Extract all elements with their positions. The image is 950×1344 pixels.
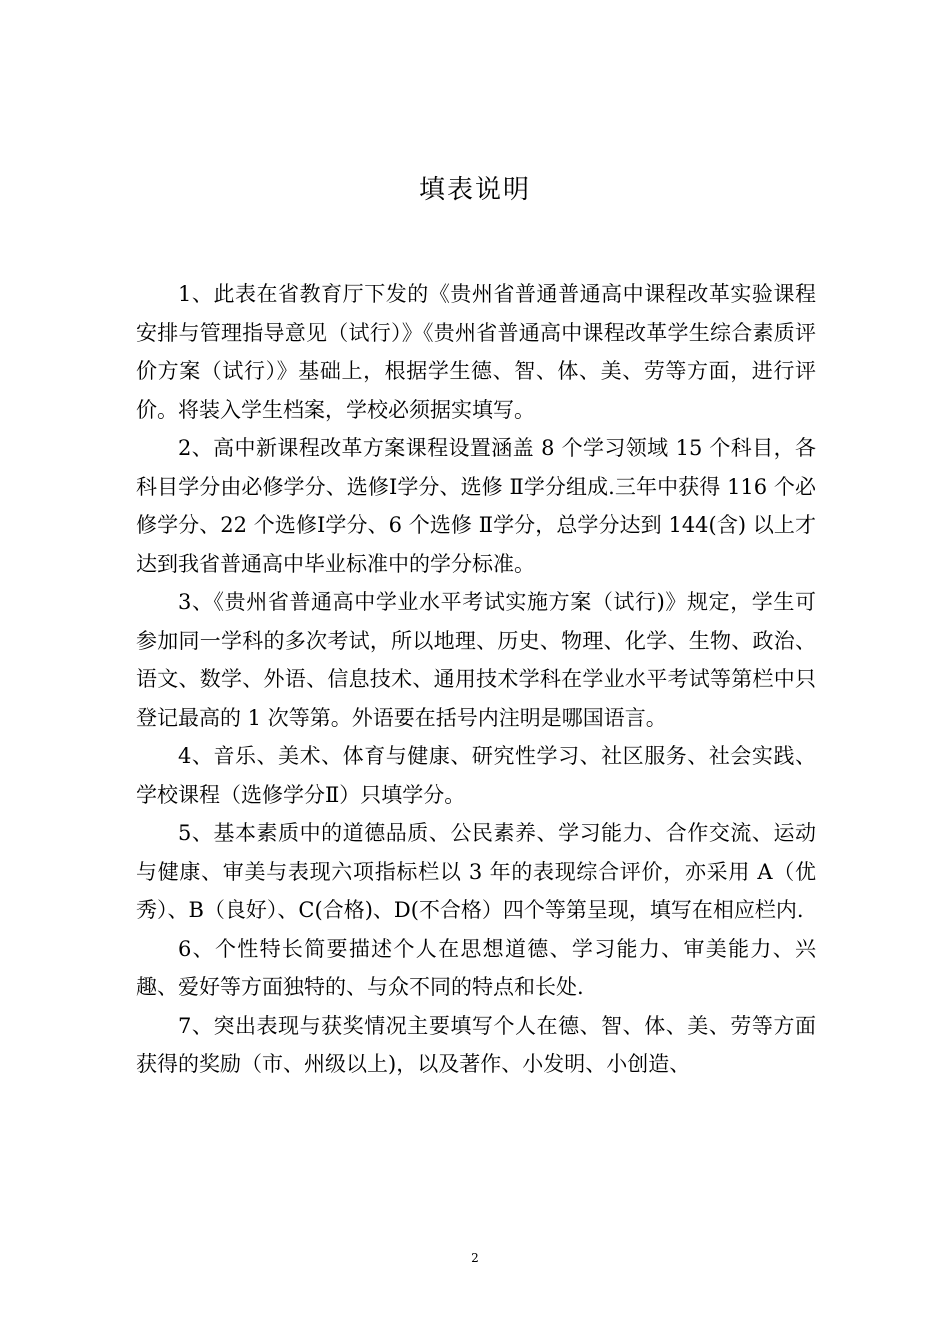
instruction-paragraph-1: 1、此表在省教育厅下发的《贵州省普通普通高中课程改革实验课程安排与管理指导意见（试行）》《贵州省普通高中课程改革学生综合素质评价方案（试行）》基础上，根据学生德、智、体、美、劳等方面，进行评价。将装入学生档案，学校必须据实填写。: [136, 282, 816, 422]
instruction-paragraph-5: 5、基本素质中的道德品质、公民素养、学习能力、合作交流、运动与健康、审美与表现六项指标栏以 3 年的表现综合评价，亦采用 A（优秀）、B（良好）、C(合格)、D(不合格）四个等第呈现，填写在相应栏内.: [136, 821, 816, 922]
instruction-paragraph-3: 3、《贵州省普通高中学业水平考试实施方案（试行)》规定，学生可参加同一学科的多次考试，所以地理、历史、物理、化学、生物、政治、语文、数学、外语、信息技术、通用技术学科在学业水平考试等第栏中只登记最高的 1 次等第。外语要在括号内注明是哪国语言。: [136, 590, 816, 730]
instructions-body: [136, 275, 816, 1084]
instruction-paragraph-6: 6、个性特长简要描述个人在思想道德、学习能力、审美能力、兴趣、爱好等方面独特的、与众不同的特点和长处.: [136, 936, 816, 999]
page-number: 2: [471, 1251, 479, 1265]
instruction-paragraph-2: 2、高中新课程改革方案课程设置涵盖 8 个学习领域 15 个科目，各科目学分由必修学分、选修Ⅰ学分、选修 Ⅱ学分组成.三年中获得 116 个必修学分、22 个选修Ⅰ学分、6 个选修 Ⅱ学分，总学分达到 144(含) 以上才达到我省普通高中毕业标准中的学分标准。: [136, 436, 816, 576]
instruction-paragraph-4: 4、音乐、美术、体育与健康、研究性学习、社区服务、社会实践、学校课程（选修学分Ⅱ）只填学分。: [136, 744, 816, 807]
page-title: 填表说明: [418, 175, 531, 205]
instruction-paragraph-7: 7、突出表现与获奖情况主要填写个人在德、智、体、美、劳等方面获得的奖励（市、州级以上)，以及著作、小发明、小创造、: [136, 1013, 816, 1076]
